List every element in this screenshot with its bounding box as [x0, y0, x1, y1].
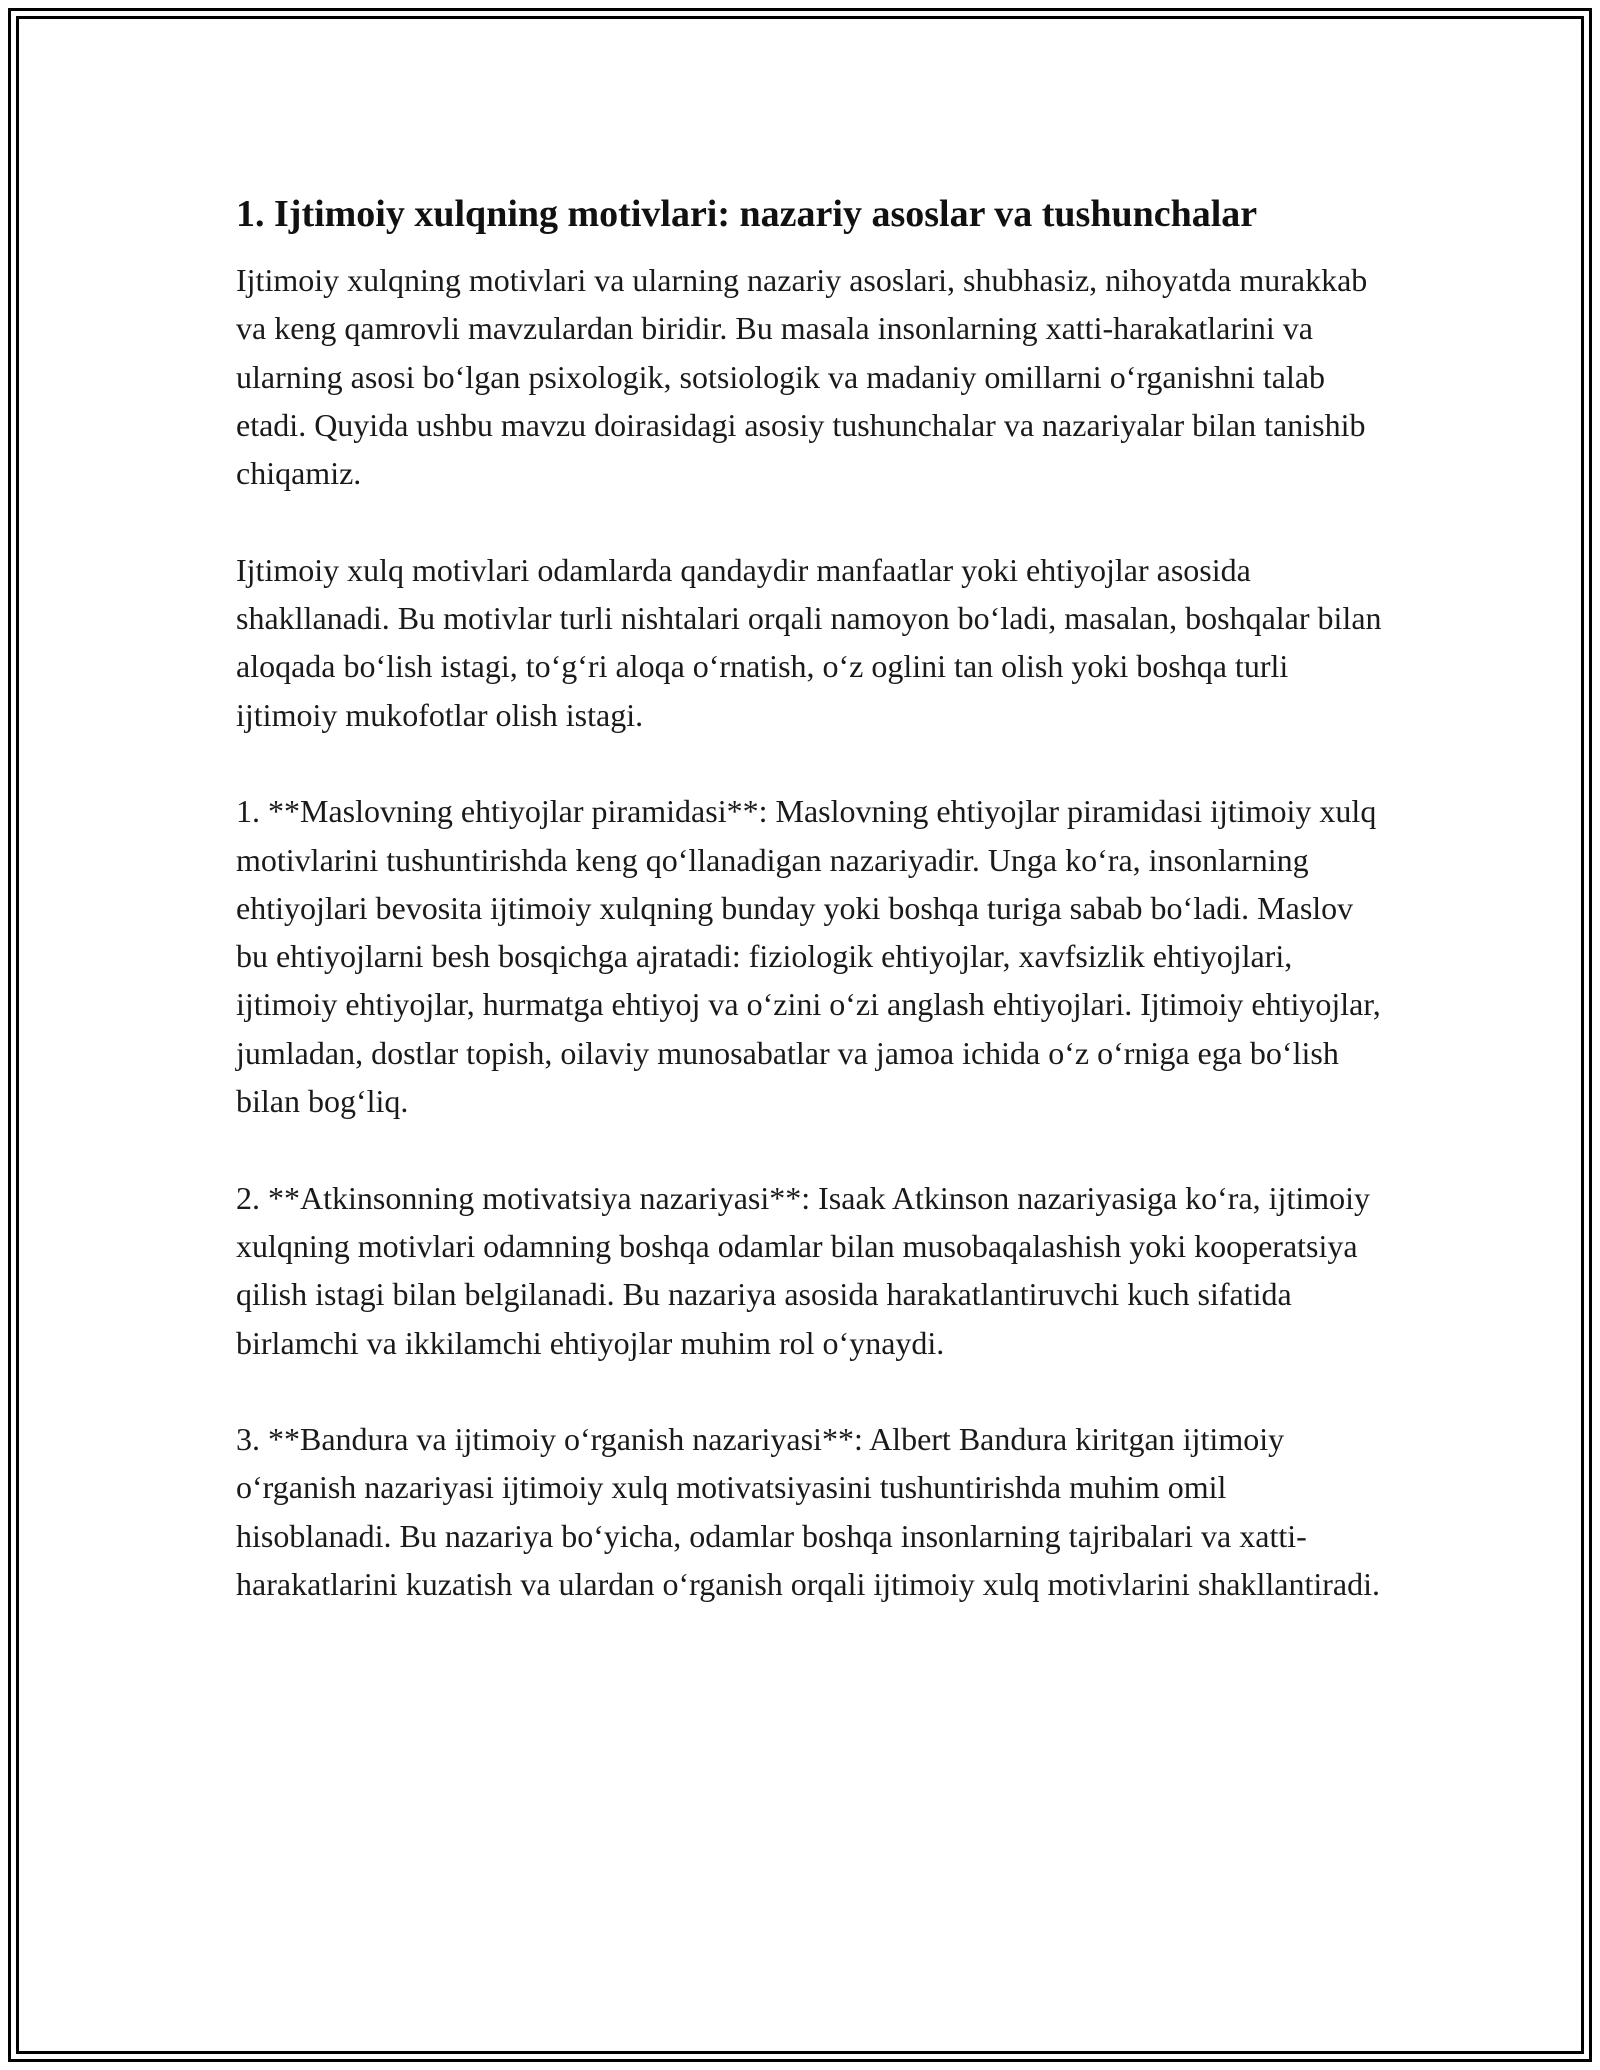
section-heading: 1. Ijtimoiy xulqning motivlari: nazariy asoslar va tushunchalar — [236, 193, 1258, 235]
intro-paragraph: Ijtimoiy xulqning motivlari va ularning nazariy asoslari, shubhasiz, nihoyatda murakkab va keng qamrovli mavzulardan biridir. Bu masala insonlarning xatti-harakatlarini va ularning asosi bo‘lgan psixologik, sotsiologik va madaniy omillarni o‘rganishni talab etadi. Quyida ushbu mavzu doirasidagi asosiy tushunchalar va nazariyalar bilan tanishib chiqamiz. — [236, 262, 1368, 492]
motives-paragraph: Ijtimoiy xulq motivlari odamlarda qandaydir manfaatlar yoki ehtiyojlar asosida shakllanadi. Bu motivlar turli nishtalari orqali namoyon bo‘ladi, masalan, boshqalar bilan aloqada bo‘lish istagi, to‘g‘ri aloqa o‘rnatish, o‘z oglini tan olish yoki boshqa turli ijtimoiy mukofotlar olish istagi. — [236, 551, 1382, 733]
maslow-paragraph: 1. **Maslovning ehtiyojlar piramidasi**: Maslovning ehtiyojlar piramidasi ijtimoiy xulq motivlarini tushuntirishda keng qo‘llanadigan nazariyadir. Unga ko‘ra, insonlarning ehtiyojlari bevosita ijtimoiy xulqning bunday yoki boshqa turiga sabab bo‘ladi. Maslov bu ehtiyojlarni besh bosqichga ajratadi: fiziologik ehtiyojlar, xavfsizlik ehtiyojlari, ijtimoiy ehtiyojlar, hurmatga ehtiyoj va o‘zini o‘zi anglash ehtiyojlari. Ijtimoiy ehtiyojlar, jumladan, dostlar topish, oilaviy munosabatlar va jamoa ichida o‘z o‘rniga ega bo‘lish bilan bog‘liq. — [236, 793, 1381, 1120]
bandura-paragraph: 3. **Bandura va ijtimoiy o‘rganish nazariyasi**: Albert Bandura kiritgan ijtimoiy o‘rganish nazariyasi ijtimoiy xulq motivatsiyasini tushuntirishda muhim omil hisoblanadi. Bu nazariya bo‘yicha, odamlar boshqa insonlarning tajribalari va xatti-harakatlarini kuzatish va ulardan o‘rganish orqali ijtimoiy xulq motivlarini shakllantiradi. — [236, 1421, 1381, 1603]
atkinson-paragraph: 2. **Atkinsonning motivatsiya nazariyasi**: Isaak Atkinson nazariyasiga ko‘ra, ijtimoiy xulqning motivlari odamning boshqa odamlar bilan musobaqalashish yoki kooperatsiya qilish istagi bilan belgilanadi. Bu nazariya asosida harakatlantiruvchi kuch sifatida birlamchi va ikkilamchi ehtiyojlar muhim rol o‘ynaydi. — [236, 1179, 1370, 1361]
document-body — [236, 186, 1386, 1608]
